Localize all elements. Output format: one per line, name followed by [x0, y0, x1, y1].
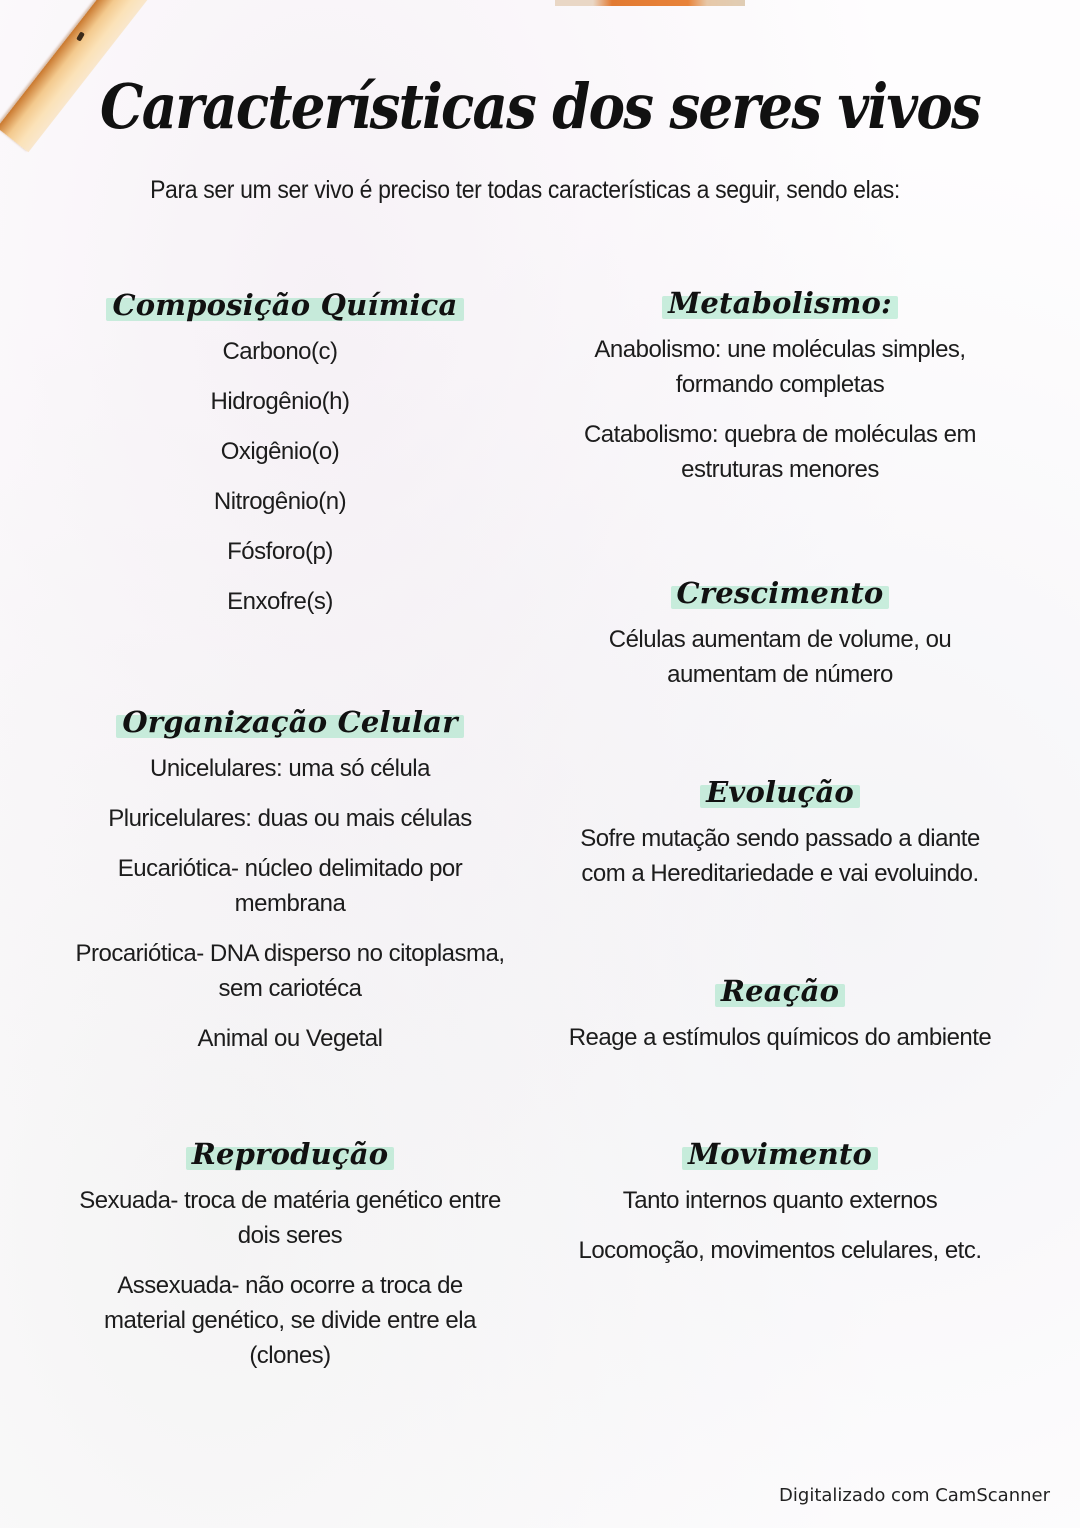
section-organizacao-celular: [60, 705, 520, 1071]
section-reproducao: [60, 1137, 520, 1388]
page-subtitle: Para ser um ser vivo é preciso ter todas características a seguir, sendo elas:: [150, 176, 900, 204]
list-item: Carbono(c): [222, 338, 338, 365]
section-movimento: [560, 1137, 1000, 1283]
list-item: Sofre mutação sendo passado a diante com a Hereditariedade e vai evoluindo.: [580, 825, 980, 887]
section-heading: Crescimento: [671, 576, 890, 610]
section-heading: Reação: [715, 974, 845, 1008]
list-item: Hidrogênio(h): [210, 388, 350, 415]
list-item: Anabolismo: une moléculas simples, formando completas: [594, 336, 966, 398]
section-heading: Organização Celular: [116, 705, 463, 739]
section-heading: Metabolismo:: [662, 286, 898, 320]
section-composicao-quimica: [100, 288, 470, 634]
list-item: Fósforo(p): [227, 538, 333, 565]
page-title: Características dos seres vivos: [100, 70, 980, 143]
section-heading: Composição Química: [106, 288, 463, 322]
section-metabolismo: [560, 286, 1000, 502]
section-heading: Evolução: [700, 775, 860, 809]
scanner-credit: Digitalizado com CamScanner: [779, 1485, 1050, 1506]
top-edge-strip: [555, 0, 745, 6]
list-item: Nitrogênio(n): [213, 488, 347, 515]
section-heading: Movimento: [682, 1137, 878, 1171]
list-item: Tanto internos quanto externos: [622, 1187, 938, 1214]
section-crescimento: [560, 576, 1000, 707]
list-item: Animal ou Vegetal: [197, 1025, 383, 1052]
list-item: Sexuada- troca de matéria genético entre dois seres: [79, 1187, 501, 1249]
list-item: Células aumentam de volume, ou aumentam de número: [608, 626, 952, 688]
list-item: Oxigênio(o): [220, 438, 340, 465]
section-heading: Reprodução: [186, 1137, 395, 1171]
list-item: Locomoção, movimentos celulares, etc.: [578, 1237, 982, 1264]
list-item: Procariótica- DNA disperso no citoplasma, sem cariotéca: [75, 940, 505, 1002]
list-item: Eucariótica- núcleo delimitado por membrana: [117, 855, 463, 917]
list-item: Reage a estímulos químicos do ambiente: [568, 1024, 992, 1051]
list-item: Unicelulares: uma só célula: [150, 755, 430, 782]
list-item: Catabolismo: quebra de moléculas em estruturas menores: [583, 421, 977, 483]
list-item: Assexuada- não ocorre a troca de material genético, se divide entre ela (clones): [104, 1272, 476, 1369]
section-reacao: [560, 974, 1000, 1070]
list-item: Enxofre(s): [227, 588, 333, 615]
section-evolucao: [560, 775, 1000, 906]
list-item: Pluricelulares: duas ou mais células: [108, 805, 472, 832]
